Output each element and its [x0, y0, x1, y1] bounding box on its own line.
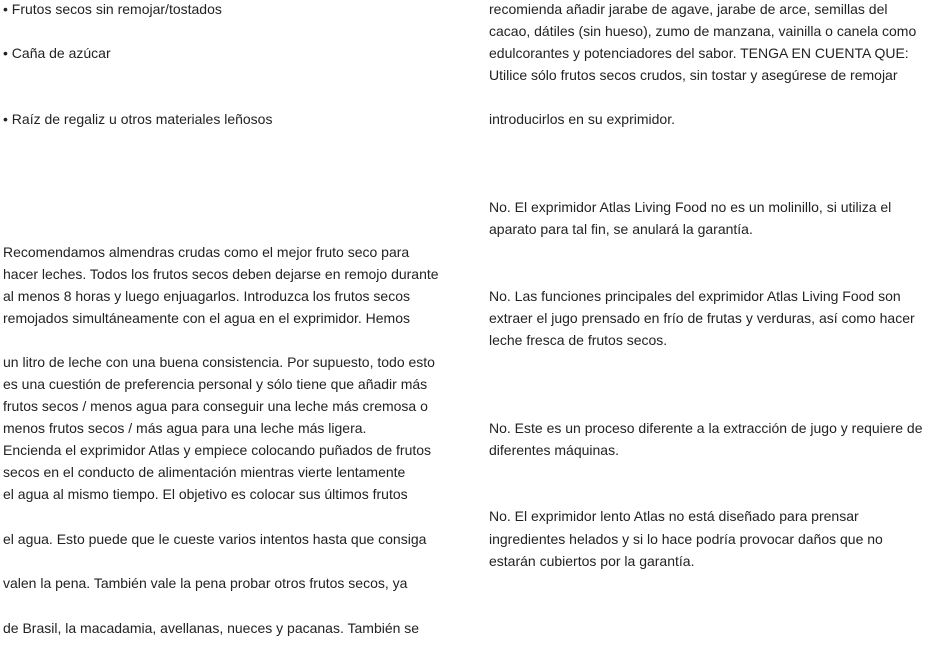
sweetener-tip-line: recomienda añadir jarabe de agave, jarabe de arce, semillas del — [489, 1, 888, 17]
sweetener-tip-line: edulcorantes y potenciadores del sabor. TENGA EN CUENTA QUE: — [489, 45, 909, 61]
nut-milk-paragraph-line: frutos secos / menos agua para conseguir una leche más cremosa o — [3, 398, 428, 414]
answer-process-line: diferentes máquinas. — [489, 442, 619, 458]
answer-grinder-line: No. El exprimidor Atlas Living Food no es un molinillo, si utiliza el — [489, 199, 892, 215]
nut-milk-paragraph-line: es una cuestión de preferencia personal y sólo tiene que añadir más — [3, 376, 428, 392]
nut-milk-paragraph-line: menos frutos secos / más agua para una leche más ligera. — [3, 420, 367, 436]
sweetener-tip-line: Utilice sólo frutos secos crudos, sin tostar y asegúrese de remojar — [489, 67, 898, 83]
nut-milk-paragraph-line: al menos 8 horas y luego enjuagarlos. Introduzca los frutos secos — [3, 288, 411, 304]
nut-milk-paragraph-line: hacer leches. Todos los frutos secos deben dejarse en remojo durante — [3, 266, 439, 282]
nut-milk-paragraph-line: secos en el conducto de alimentación mientras vierte lentamente — [3, 464, 406, 480]
answer-grinder-line: aparato para tal fin, se anulará la garantía. — [489, 221, 753, 237]
sweetener-tip-line: introducirlos en su exprimidor. — [489, 111, 675, 127]
answer-process-line: No. Este es un proceso diferente a la extracción de jugo y requiere de — [489, 420, 923, 436]
nut-milk-paragraph-line: el agua. Esto puede que le cueste varios intentos hasta que consiga — [3, 531, 427, 547]
nut-milk-paragraph-line: un litro de leche con una buena consistencia. Por supuesto, todo esto — [3, 354, 435, 370]
nut-milk-paragraph-line: de Brasil, la macadamia, avellanas, nueces y pacanas. También se — [3, 620, 420, 636]
answer-functions-line: leche fresca de frutos secos. — [489, 332, 668, 348]
nut-milk-paragraph-line: remojados simultáneamente con el agua en el exprimidor. Hemos — [3, 310, 410, 326]
answer-frozen-line: No. El exprimidor lento Atlas no está diseñado para prensar — [489, 508, 859, 524]
sweetener-tip-line: cacao, dátiles (sin hueso), zumo de manzana, vainilla o canela como — [489, 23, 917, 39]
nut-milk-paragraph-line: Recomendamos almendras crudas como el mejor fruto seco para — [3, 244, 410, 260]
nut-milk-paragraph-line: valen la pena. También vale la pena probar otros frutos secos, ya — [3, 575, 408, 591]
nut-milk-paragraph-line: Encienda el exprimidor Atlas y empiece colocando puñados de frutos — [3, 442, 432, 458]
answer-frozen-line: ingredientes helados y si lo hace podría provocar daños que no — [489, 531, 883, 547]
answer-functions-line: No. Las funciones principales del exprimidor Atlas Living Food son — [489, 288, 901, 304]
nut-milk-paragraph-line: el agua al mismo tiempo. El objetivo es colocar sus últimos frutos — [3, 486, 408, 502]
answer-frozen-line: estarán cubiertos por la garantía. — [489, 553, 695, 569]
answer-functions-line: extraer el jugo prensado en frío de frutas y verduras, así como hacer — [489, 310, 915, 326]
bullet-sugar-cane: • Caña de azúcar — [3, 45, 111, 61]
bullet-licorice-root: • Raíz de regaliz u otros materiales leñosos — [3, 111, 273, 127]
bullet-unsoaked-nuts: • Frutos secos sin remojar/tostados — [3, 1, 222, 17]
